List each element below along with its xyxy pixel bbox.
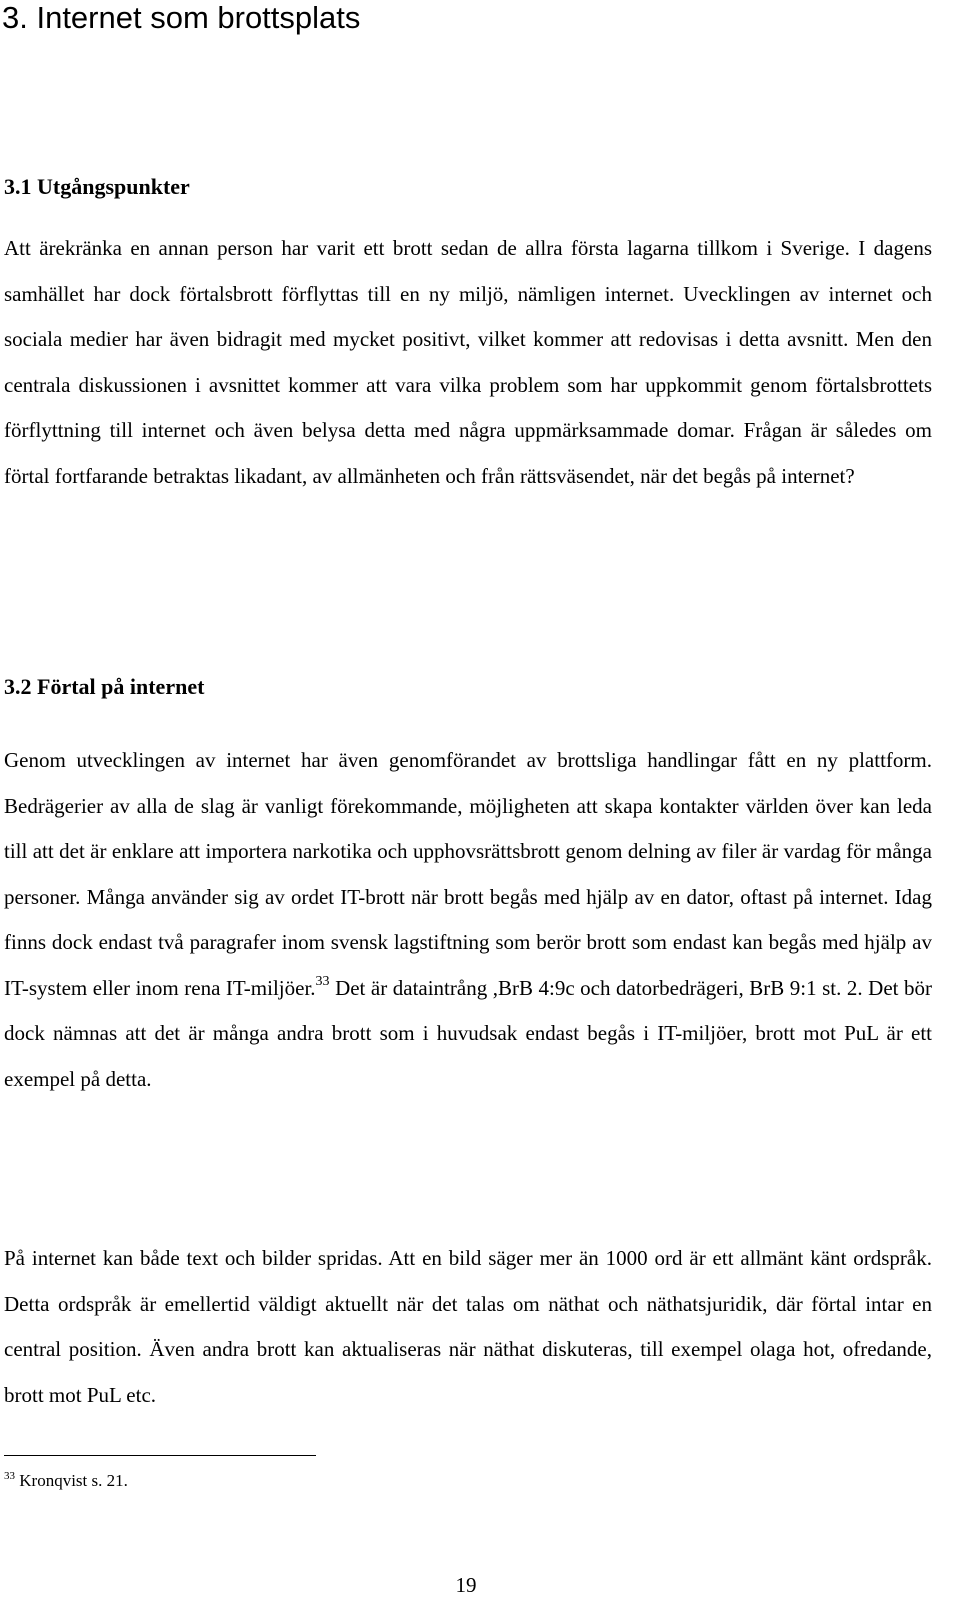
section-1-paragraph: Att ärekränka en annan person har varit ett brott sedan de allra första lagarna tillkom i Sverige. I dagens samhället har dock förtalsbrott förflyttas till en ny miljö, nämligen internet. Uvecklingen av internet och sociala medier har även bidragit med mycket positivt, vilket kommer att redovisas i detta avsnitt. Men den centrala diskussionen i avsnittet kommer att vara vilka problem som har uppkommit genom förtalsbrottets förflyttning till internet och även belysa detta med några uppmärksammade domar. Frågan är således om förtal fortfarande betraktas likadant, av allmänheten och från rättsväsendet, när det begås på internet? [4, 236, 932, 488]
paragraph-text-continued: Det är dataintrång ,BrB 4:9c och datorbedrägeri, BrB 9:1 st. 2. Det bör dock nämnas att det är många andra brott som i huvudsak endast begås i IT-miljöer, brott mot PuL är ett exempel på detta. [4, 975, 932, 1091]
section-2-paragraph-1 [4, 738, 932, 1102]
section-heading-3-2: 3.2 Förtal på internet [4, 674, 205, 699]
footnote-reference[interactable]: 33 [315, 973, 330, 989]
footnote-divider [4, 1455, 316, 1456]
paragraph-text: Genom utvecklingen av internet har även genomförandet av brottsliga handlingar fått en ny plattform. Bedrägerier av alla de slag är vanligt förekommande, möjligheten att skapa kontakter världen över kan leda till att det är enklare att importera narkotika och upphovsrättsbrott genom delning av filer är vardag för många personer. Många använder sig av ordet IT-brott när brott begås med hjälp av en dator, oftast på internet. Idag finns dock endast två paragrafer inom svensk lagstiftning som berör brott som endast kan begås med hjälp av IT-system eller inom rena IT-miljöer. [4, 748, 932, 1000]
footnote [4, 1470, 128, 1492]
page-number: 19 [455, 1573, 477, 1597]
footnote-text: Kronqvist s. 21. [15, 1471, 128, 1490]
chapter-title: 3. Internet som brottsplats [2, 0, 361, 35]
footnote-number: 33 [4, 1470, 15, 1482]
section-heading-3-1: 3.1 Utgångspunkter [4, 174, 190, 199]
section-2-paragraph-2: På internet kan både text och bilder spridas. Att en bild säger mer än 1000 ord är ett allmänt känt ordspråk. Detta ordspråk är emellertid väldigt aktuellt när det talas om näthat och näthatsjuridik, där förtal intar en central position. Även andra brott kan aktualiseras när näthat diskuteras, till exempel olaga hot, ofredande, brott mot PuL etc. [4, 1246, 932, 1407]
